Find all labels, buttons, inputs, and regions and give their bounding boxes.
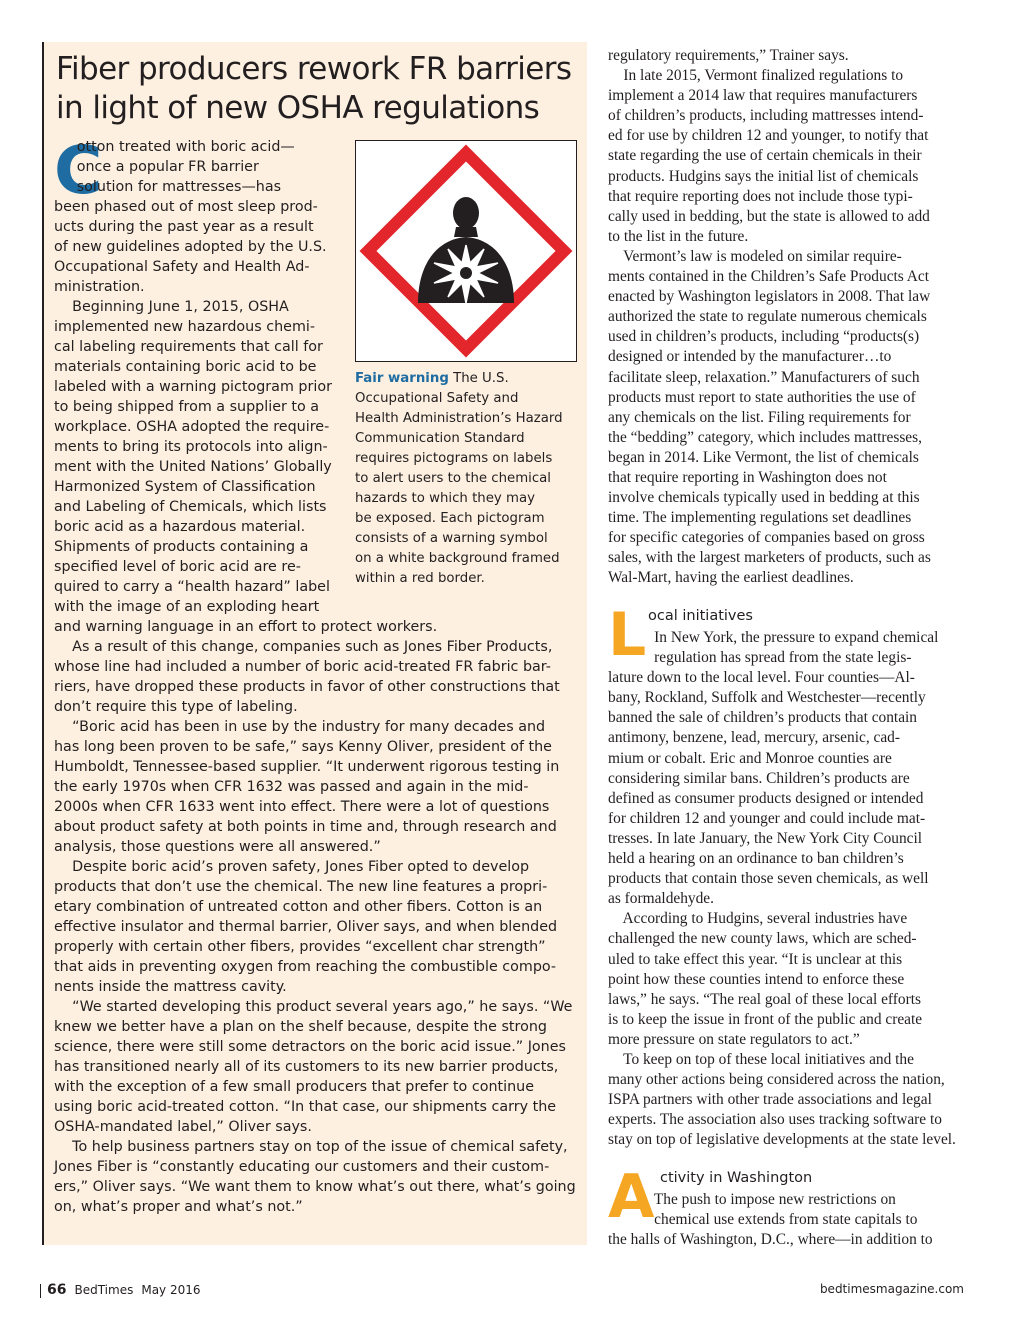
text-line: cal labeling requirements that call for [54,339,323,355]
text-line: “Boric acid has been in use by the industry for many decades and [54,719,546,735]
text-line: whose line had included a number of boric acid-treated FR fabric bar- [54,659,551,675]
text-line: In New York, the pressure to expand chemical [608,629,939,646]
text-line: antimony, benzene, lead, mercury, arsenic, cad- [608,729,900,747]
caption-line: to alert users to the chemical [355,471,552,486]
text-line: To help business partners stay on top of the issue of chemical safety, [54,1139,568,1155]
text-line: the halls of Washington, D.C., where—in addition to [608,1231,933,1249]
text-line: has transitioned nearly all of its customers to its new barrier products, [54,1059,559,1075]
text-line: riers, have dropped these products in favor of other constructions that [54,679,560,695]
text-line: facilitate sleep, relaxation.” Manufacturers of such [608,368,920,386]
text-line: science, there were still some detractors on the boric acid issue.” Jones [54,1039,566,1055]
text-line: designed or intended by the manufacturer…to [608,348,892,366]
article-headline [56,50,586,128]
caption-lead: Fair warning [355,371,449,386]
text-line: materials containing boric acid to be [54,359,317,375]
caption-line: Health Administration’s Hazard [355,411,563,426]
text-line: As a result of this change, companies such as Jones Fiber Products, [54,639,553,655]
text-line: 2000s when CFR 1633 went into effect. There were a lot of questions [54,799,550,815]
magazine-name: BedTimes [74,1283,134,1297]
caption-line: requires pictograms on labels [355,451,553,466]
text-line: regulatory requirements,” Trainer says. [608,47,849,64]
text-line: of new guidelines adopted by the U.S. [54,239,327,255]
issue-date: May 2016 [141,1283,201,1297]
text-line: bany, Rockland, Suffolk and Westchester—recently [608,689,926,707]
sidebar-body-bottom [54,617,574,1217]
text-line: lature down to the local level. Four counties—Al- [608,669,915,687]
text-line: and Labeling of Chemicals, which lists [54,499,327,515]
text-line: implement a 2014 law that requires manufacturers [608,87,918,105]
text-line: products must report to state authorities the use of [608,388,916,406]
text-line: etary combination of untreated cotton and other fibers. Cotton is an [54,899,543,915]
text-line: According to Hudgins, several industries have [608,910,908,928]
caption-line: on a white background framed [355,551,560,566]
text-line: the “bedding” category, which includes mattresses, [608,428,922,446]
text-line: considering similar bans. Children’s products are [608,769,910,787]
caption-line: within a red border. [355,571,485,586]
text-line: held a hearing on an ordinance to ban children’s [608,850,904,868]
text-line: that require reporting does not include those typi- [608,187,913,205]
text-line: ministration. [54,279,145,295]
text-line: experts. The association also uses tracking software to [608,1111,942,1129]
text-line: regulation has spread from the state legis- [608,649,912,667]
text-line: labeled with a warning pictogram prior [54,379,332,395]
text-line: implemented new hazardous chemi- [54,319,316,335]
right-column-bottom [608,1190,970,1250]
text-line: involve chemicals typically used in bedding at this [608,489,920,507]
text-line: ISPA partners with other trade associations and legal [608,1091,932,1109]
text-line: time. The implementing regulations set deadlines [608,509,912,527]
text-line: for children 12 and younger and could include mat- [608,809,926,827]
text-line: uled to take effect this year. “It is unclear at this [608,950,903,968]
text-line: nents inside the mattress cavity. [54,979,287,995]
text-line: ucts during the past year as a result [54,219,314,235]
section-heading: ocal initiatives [648,608,753,624]
text-line: and warning language in an effort to protect workers. [54,619,438,635]
text-line: properly with certain other fibers, provides “excellent char strength” [54,939,546,955]
footer-folio [40,1282,201,1298]
text-line: as formaldehyde. [608,890,714,908]
text-line: Shipments of products containing a [54,539,309,555]
text-line: knew we better have a plan on the shelf because, despite the strong [54,1019,547,1035]
text-line: The push to impose new restrictions on [608,1191,896,1208]
health-hazard-pictogram-icon [355,140,577,362]
text-line: Beginning June 1, 2015, OSHA [54,299,289,315]
text-line: ed for use by children 12 and younger, to notify that [608,127,929,145]
text-line: has long been proven to be safe,” says Kenny Oliver, president of the [54,739,552,755]
text-line: about product safety at both points in time and, through research and [54,819,557,835]
caption-line: hazards to which they may [355,491,535,506]
text-line: is to keep the issue in front of the public and create [608,1010,923,1028]
text-line: of children’s products, including mattresses intend- [608,107,924,125]
right-column-middle [608,628,970,1150]
headline-line: Fiber producers rework FR barriers [56,51,572,87]
text-line: Harmonized System of Classification [54,479,316,495]
page-number: 66 [47,1282,67,1298]
text-line: Humboldt, Tennessee-based supplier. “It underwent rigorous testing in [54,759,560,775]
figure-caption [355,369,580,589]
text-line: “We started developing this product several years ago,” he says. “We [54,999,573,1015]
text-line: many other actions being considered across the nation, [608,1071,945,1089]
text-line: don’t require this type of labeling. [54,699,298,715]
text-line: analysis, those questions were all answered.” [54,839,381,855]
text-line: state regarding the use of certain chemicals in their [608,147,922,165]
text-line: stay on top of legislative developments at the state level. [608,1131,956,1149]
text-line: to the list in the future. [608,227,749,245]
text-line: effective insulator and thermal barrier, Oliver says, and when blended [54,919,558,935]
text-line: with the image of an exploding heart [54,599,320,615]
text-line: mium or cobalt. Eric and Monroe counties are [608,749,892,767]
text-line: workplace. OSHA adopted the require- [54,419,330,435]
footer-website: bedtimesmagazine.com [819,1282,964,1296]
sidebar-rule [42,42,44,1245]
drop-cap: C [54,132,103,209]
text-line: point how these counties intend to enforce these [608,970,905,988]
text-line: solution for mattresses—has [54,179,282,195]
text-line: specified level of boric acid are re- [54,559,301,575]
text-line: the early 1970s when CFR 1632 was passed and again in the mid- [54,779,529,795]
text-line: otton treated with boric acid— [54,139,295,155]
section-drop-cap: L [608,600,647,670]
text-line: cally used in bedding, but the state is allowed to add [608,207,930,225]
text-line: products that contain those seven chemicals, as well [608,870,929,888]
text-line: to being shipped from a supplier to a [54,399,320,415]
text-line: ers,” Oliver says. “We want them to know what’s out there, what’s going [54,1179,576,1195]
text-line: Wal-Mart, having the earliest deadlines. [608,569,854,587]
text-line: began in 2014. Like Vermont, the list of chemicals [608,448,919,466]
text-line: using boric acid-treated cotton. “In that case, our shipments carry the [54,1099,557,1115]
folio-rule [40,1284,41,1298]
text-line: sales, with the largest marketers of products, such as [608,549,931,567]
text-line: Jones Fiber is “constantly educating our customers and their custom- [54,1159,550,1175]
text-line: ments contained in the Children’s Safe Products Act [608,268,930,286]
caption-line: consists of a warning symbol [355,531,548,546]
caption-line: be exposed. Each pictogram [355,511,545,526]
text-line: quired to carry a “health hazard” label [54,579,330,595]
text-line: ments to bring its protocols into align- [54,439,328,455]
text-line: To keep on top of these local initiatives and the [608,1050,914,1068]
text-line: used in children’s products, including “products(s) [608,328,920,346]
right-column-top [608,46,970,589]
section-drop-cap: A [608,1162,655,1232]
caption-line: Occupational Safety and [355,391,519,406]
text-line: been phased out of most sleep prod- [54,199,318,215]
text-line: chemical use extends from state capitals to [608,1211,918,1229]
text-line: boric acid as a hazardous material. [54,519,306,535]
text-line: ment with the United Nations’ Globally [54,459,332,475]
pictogram-svg [356,141,576,361]
headline-line: in light of new OSHA regulations [56,90,540,126]
text-line: banned the sale of children’s products that contain [608,709,917,727]
text-line: In late 2015, Vermont finalized regulations to [608,67,904,85]
text-line: Vermont’s law is modeled on similar require- [608,247,902,265]
text-line: more pressure on state regulators to act.” [608,1030,860,1048]
text-line: laws,” he says. “The real goal of these local efforts [608,990,921,1008]
text-line: defined as consumer products designed or intended [608,789,924,807]
text-line: products. Hudgins says the initial list of chemicals [608,167,919,185]
heart-center-icon [460,267,472,279]
text-line: OSHA-mandated label,” Oliver says. [54,1119,312,1135]
caption-line: Fair warning The U.S. [355,371,509,386]
text-line: on, what’s proper and what’s not.” [54,1199,303,1215]
text-line: once a popular FR barrier [54,159,259,175]
text-line: that require reporting in Washington does not [608,468,887,486]
text-line: any chemicals on the list. Filing requirements for [608,408,911,426]
section-heading: ctivity in Washington [660,1170,813,1186]
text-line: challenged the new county laws, which are sched- [608,930,917,948]
text-line: for specific categories of companies based on gross [608,529,925,547]
text-line: tresses. In late January, the New York City Council [608,829,923,847]
text-line: with the exception of a few small producers that prefer to continue [54,1079,534,1095]
text-line: Despite boric acid’s proven safety, Jones Fiber opted to develop [54,859,530,875]
text-line: Occupational Safety and Health Ad- [54,259,310,275]
text-line: products that don’t use the chemical. The new line features a propri- [54,879,548,895]
text-line: authorized the state to regulate numerous chemicals [608,308,927,326]
text-line: that aids in preventing oxygen from reaching the combustible compo- [54,959,557,975]
caption-line: Communication Standard [355,431,525,446]
text-line: enacted by Washington legislators in 2008. That law [608,288,931,306]
